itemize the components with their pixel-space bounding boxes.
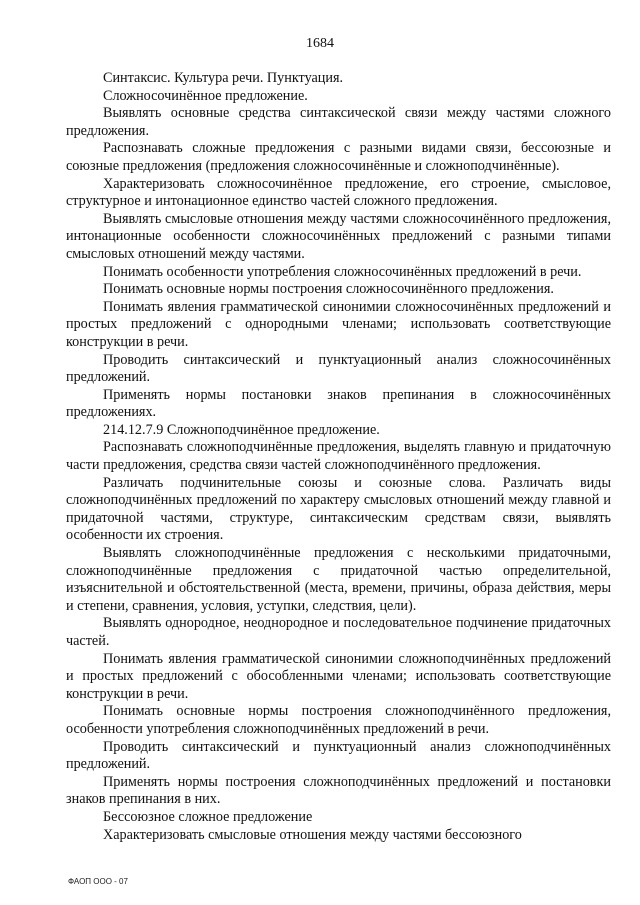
paragraph: Распознавать сложные предложения с разными видами связи, бессоюзные и союзные предложения (предложения сложносочинённые и сложноподчинённые). [66, 140, 611, 174]
paragraph: Сложносочинённое предложение. [103, 87, 308, 104]
paragraph: Понимать особенности употребления сложносочинённых предложений в речи. [103, 263, 582, 280]
paragraph: Синтаксис. Культура речи. Пунктуация. [103, 70, 344, 86]
paragraph: Выявлять однородное, неоднородное и последовательное подчинение придаточных частей. [66, 615, 611, 649]
paragraph: Бессоюзное сложное предложение [103, 808, 313, 825]
paragraph: Понимать явления грамматической синонимии сложносочинённых предложений и простых предложений с однородными членами; использовать соответствующие конструкции в речи. [66, 298, 611, 350]
paragraph: Различать подчинительные союзы и союзные слова. Различать виды сложноподчинённых предложений по характеру смысловых отношений между главной и придаточной частями, структуре, синтаксическим средствам связи, выявлять особенности их строения. [66, 474, 611, 544]
paragraph: Выявлять смысловые отношения между частями сложносочинённого предложения, интонационные особенности сложносочинённых предложений с разными типами смысловых отношений между частями. [66, 210, 611, 262]
paragraph: Распознавать сложноподчинённые предложения, выделять главную и придаточную части предложения, средства связи частей сложноподчинённого предложения. [66, 439, 611, 474]
paragraph: Выявлять сложноподчинённые предложения с несколькими придаточными, сложноподчинённые предложения с придаточной частью определительной, изъяснительной и обстоятельственной (места, времени, причины, образа действия, меры и степени, сравнения, условия, уступки, следствия, цели). [66, 545, 611, 614]
paragraph: Характеризовать сложносочинённое предложение, его строение, смысловое, структурное и интонационное единство частей сложного предложения. [66, 175, 611, 210]
paragraph: Проводить синтаксический и пунктуационный анализ сложноподчинённых предложений. [66, 738, 611, 773]
paragraph: Характеризовать смысловые отношения между частями бессоюзного [103, 826, 522, 843]
paragraph: Проводить синтаксический и пунктуационный анализ сложносочинённых предложений. [66, 351, 611, 386]
body-text [66, 70, 611, 844]
paragraph: Выявлять основные средства синтаксической связи между частями сложного предложения. [66, 105, 611, 139]
page-number: 1684 [306, 36, 334, 51]
paragraph: Понимать явления грамматической синонимии сложноподчинённых предложений и простых предложений с обособленными членами; использовать соответствующие конструкции в речи. [66, 650, 611, 702]
footer-code: ФАОП ООО - 07 [68, 877, 128, 886]
paragraph: Понимать основные нормы построения сложносочинённого предложения. [103, 281, 554, 298]
paragraph: Применять нормы построения сложноподчинённых предложений и постановки знаков препинания в них. [66, 773, 611, 808]
section-heading: 214.12.7.9 Сложноподчинённое предложение. [103, 421, 380, 438]
paragraph: Понимать основные нормы построения сложноподчинённого предложения, особенности употребления сложноподчинённых предложений в речи. [66, 703, 611, 737]
paragraph: Применять нормы постановки знаков препинания в сложносочинённых предложениях. [66, 386, 611, 421]
